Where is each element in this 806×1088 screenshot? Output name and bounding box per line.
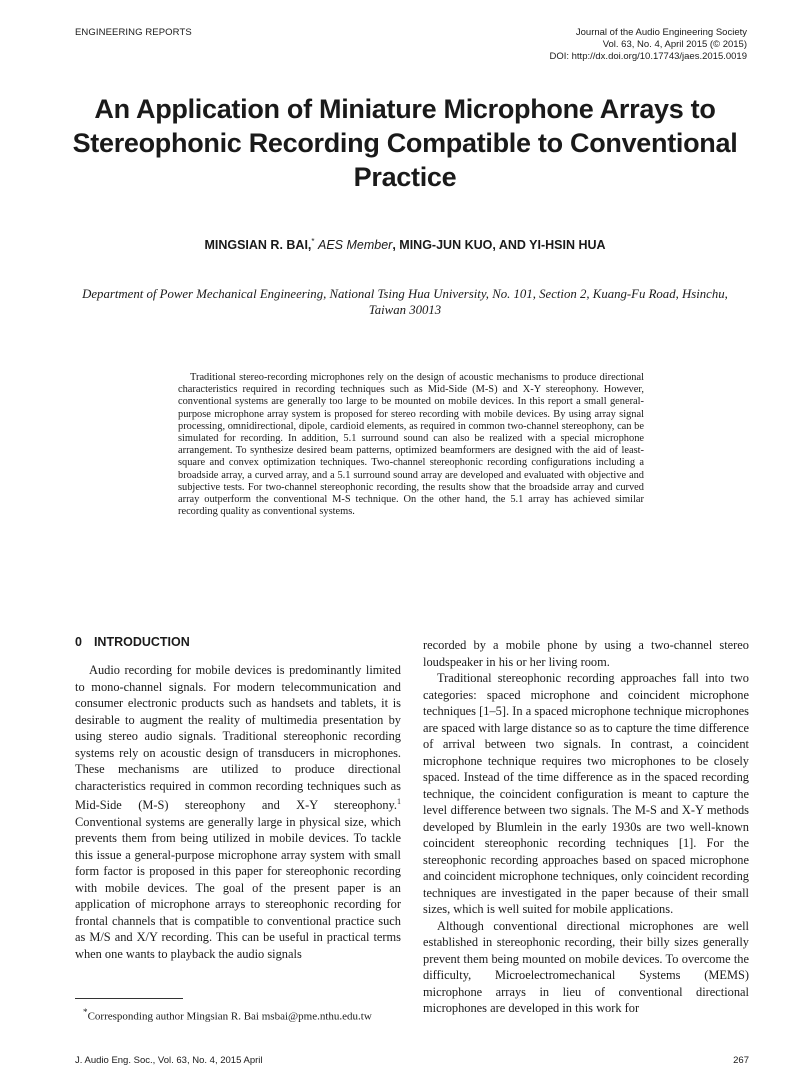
left-column	[75, 662, 401, 962]
author-1-membership: AES Member	[318, 238, 393, 253]
journal-name: Journal of the Audio Engineering Society	[575, 27, 747, 38]
author-1: MINGSIAN R. BAI,	[204, 238, 312, 253]
paragraph-text: Conventional systems are generally large in physical size, which prevents them from being utilized in mobile devices. To tackle this issue a general-purpose microphone array system with small form factor is proposed in this paper for stereophonic recording with mobile devices. The goal of the present paper is an application of microphone arrays to stereophonic recording for frontal channels that is compatible to conventional practice such as M/S and X/Y recording. This can be useful in practical terms when one wants to playback the audio signals	[75, 814, 401, 961]
paragraph: Traditional stereophonic recording approaches fall into two categories: spaced microphone and coincident microphone techniques [1–5]. In a spaced microphone technique microphones are spaced with large distance so as to capture the time difference of arrival between two signals. In contrast, a coincident microphone technique requires two microphones to be closely spaced. Instead of the time difference as in the spaced recording technique, the coincident configuration is meant to capture the level difference between two signals. The M-S and X-Y methods developed by Blumlein in the early 1930s are two well-known coincident stereophonic recording techniques [1]. For the stereophonic recording approaches based on spaced microphone and coincident microphone techniques, only coincident recording techniques are investigated in the paper because of their small sizes, which is well suited for mobile applications.	[423, 671, 749, 916]
abstract: Traditional stereo-recording microphones rely on the design of acoustic mechanisms to produce directional characteristics required in recording techniques such as Mid-Side (M-S) and X-Y stereophony. However, conventional systems are generally too large to be mounted on mobile devices. In this report a small general-purpose microphone array system is proposed for stereo recording with mobile devices. By using array signal processing, omnidirectional, dipole, cardioid elements, as required in common two-channel stereophony, can be simulated for recording. In addition, 5.1 surround sound can also be realized with a special microphone arrangement. To synthesize desired beam patterns, optimized beamformers are designed with the aid of least-square and convex optimization techniques. Two-channel stereophonic recording configurations including a broadside array, a curved array, and a 5.1 surround sound array are developed and evaluated with objective and subjective tests. For two-channel stereophonic recording, the results show that the broadside array and curved array outperform the conventional M-S technique. On the other hand, the 5.1 array has achieved similar recording quality as conventional systems.	[178, 372, 644, 518]
footer-citation: J. Audio Eng. Soc., Vol. 63, No. 4, 2015 April	[75, 1055, 263, 1066]
section-number: 0	[75, 635, 82, 649]
paragraph: Although conventional directional microphones are well established in stereophonic recording, their billy sizes generally prevent them being mounted on mobile devices. To overcome the difficulty, Microelectromechanical Systems (MEMS) microphone arrays in lieu of conventional directional microphones are developed in this work for	[423, 918, 749, 1015]
right-column	[423, 637, 749, 1017]
footnote-divider	[75, 998, 183, 999]
affiliation: Department of Power Mechanical Engineering, National Tsing Hua University, No. 101, Section 2, Kuang-Fu Road, Hsinchu, Taiwan 30013	[82, 287, 728, 317]
journal-info	[427, 27, 747, 63]
volume-info: Vol. 63, No. 4, April 2015 (© 2015)	[602, 39, 747, 50]
paragraph-text: Audio recording for mobile devices is predominantly limited to mono-channel signals. For modern telecommunication and consumer electronic products such as handsets and tablets, it is desirable to augment the reality of multimedia presentation by using stereo audio signals. Traditional stereophonic recording systems rely on acoustic design of transducers in microphones. These mechanisms are utilized to produce directional characteristics required in common recording techniques such as Mid-Side (M-S) stereophony and X-Y stereophony.	[75, 663, 401, 813]
author-1-footnote-mark: *	[311, 237, 315, 246]
other-authors: , MING-JUN KUO, AND YI-HSIN HUA	[392, 238, 606, 253]
paragraph	[75, 662, 401, 962]
section-heading	[75, 635, 190, 649]
footnote-text: Corresponding author Mingsian R. Bai msbai@pme.nthu.edu.tw	[87, 1010, 372, 1023]
page-number: 267	[733, 1055, 749, 1066]
footnote-ref: 1	[397, 797, 401, 806]
paragraph: recorded by a mobile phone by using a two-channel stereo loudspeaker in his or her living room.	[423, 638, 749, 669]
paper-title: An Application of Miniature Microphone Arrays to Stereophonic Recording Compatible to Conventional Practice	[72, 94, 738, 192]
section-label: ENGINEERING REPORTS	[75, 27, 192, 38]
author-line	[60, 237, 750, 252]
footnote	[75, 1005, 401, 1024]
doi-link[interactable]: DOI: http://dx.doi.org/10.17743/jaes.2015.0019	[549, 51, 747, 62]
section-title: INTRODUCTION	[93, 635, 190, 649]
footnote-mark: *	[83, 1007, 88, 1017]
